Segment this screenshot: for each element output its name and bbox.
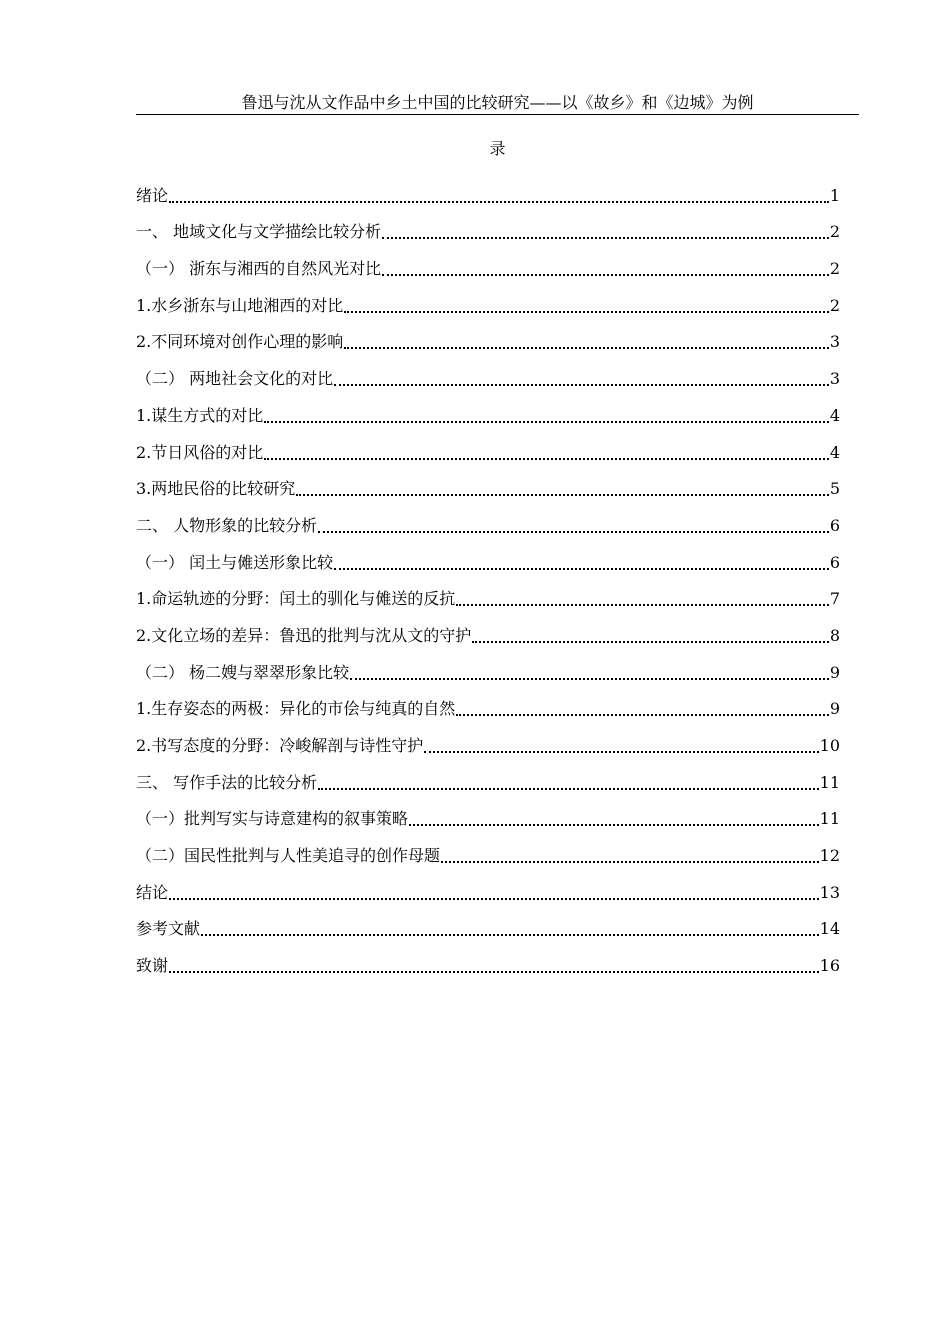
- toc-heading: 录: [489, 139, 506, 158]
- toc-entry-page: 4: [829, 405, 840, 425]
- toc-dot-leader: [409, 824, 819, 826]
- toc-entry-section-2-2[interactable]: [136, 649, 840, 686]
- toc-entry-section-3-1[interactable]: [136, 796, 840, 833]
- toc-dot-leader: [296, 494, 829, 496]
- toc-entry-page: 3: [829, 332, 840, 352]
- toc-dot-leader: [169, 201, 829, 203]
- toc-entry-references[interactable]: [136, 906, 840, 943]
- toc-entry-page: 12: [819, 846, 840, 866]
- toc-dot-leader: [382, 274, 829, 276]
- toc-dot-leader: [318, 788, 819, 790]
- toc-entry-title: 一、 地域文化与文学描绘比较分析: [136, 222, 382, 242]
- toc-entry-page: 11: [819, 772, 840, 792]
- toc-entry-title: （一）批判写实与诗意建构的叙事策略: [136, 809, 409, 829]
- toc-entry-page: 7: [829, 589, 840, 609]
- toc-dot-leader: [201, 934, 819, 936]
- toc-entry-title: （一） 浙东与湘西的自然风光对比: [136, 259, 382, 279]
- toc-entry-page: 9: [829, 699, 840, 719]
- toc-entry-title: 2.书写态度的分野：冷峻解剖与诗性守护: [136, 736, 424, 755]
- toc-entry-subsection-1-2-1[interactable]: [136, 392, 840, 429]
- toc-entry-title: （一） 闰土与傩送形象比较: [136, 552, 334, 572]
- toc-entry-title: 绪论: [136, 185, 169, 205]
- toc-dot-leader: [169, 898, 819, 900]
- toc-entry-page: 6: [829, 552, 840, 572]
- toc-dot-leader: [318, 531, 829, 533]
- toc-entry-subsection-1-1-1[interactable]: [136, 282, 840, 319]
- toc-dot-leader: [472, 641, 829, 643]
- toc-entry-chapter-2[interactable]: [136, 502, 840, 539]
- toc-entry-chapter-1[interactable]: [136, 209, 840, 246]
- toc-entry-chapter-3[interactable]: [136, 759, 840, 796]
- toc-entry-page: 13: [819, 882, 840, 902]
- toc-entry-page: 2: [829, 259, 840, 279]
- toc-entry-page: 4: [829, 442, 840, 462]
- toc-entry-subsection-2-1-2[interactable]: [136, 612, 840, 649]
- toc-dot-leader: [334, 568, 829, 570]
- toc-entry-page: 9: [829, 662, 840, 682]
- toc-dot-leader: [334, 384, 829, 386]
- toc-entry-title: 1.水乡浙东与山地湘西的对比: [136, 295, 344, 315]
- toc-dot-leader: [456, 604, 829, 606]
- toc-entry-acknowledgements[interactable]: [136, 942, 840, 979]
- toc-entry-page: 16: [819, 956, 840, 976]
- toc-entry-title: （二）国民性批判与人性美追寻的创作母题: [136, 846, 441, 866]
- toc-entry-page: 8: [829, 625, 840, 645]
- toc-entry-section-1-2[interactable]: [136, 355, 840, 392]
- toc-dot-leader: [264, 421, 829, 423]
- toc-entry-title: 三、 写作手法的比较分析: [136, 772, 318, 792]
- toc-entry-page: 2: [829, 222, 840, 242]
- toc-dot-leader: [350, 678, 829, 680]
- toc-entry-subsection-1-2-2[interactable]: [136, 429, 840, 466]
- toc-entry-title: 3.两地民俗的比较研究: [136, 479, 296, 499]
- toc-entry-section-3-2[interactable]: [136, 832, 840, 869]
- toc-dot-leader: [264, 458, 829, 460]
- toc-entry-title: （二） 杨二嫂与翠翠形象比较: [136, 662, 350, 682]
- toc-dot-leader: [424, 751, 818, 753]
- toc-entry-page: 14: [819, 919, 840, 939]
- toc-entry-title: 致谢: [136, 956, 169, 976]
- toc-entry-section-2-1[interactable]: [136, 539, 840, 576]
- toc-entry-title: 1.命运轨迹的分野：闰土的驯化与傩送的反抗: [136, 589, 456, 609]
- toc-entry-title: 1.生存姿态的两极：异化的市侩与纯真的自然: [136, 699, 456, 719]
- toc-entry-title: 结论: [136, 882, 169, 902]
- toc-dot-leader: [344, 347, 829, 349]
- running-header-title: 鲁迅与沈从文作品中乡土中国的比较研究——以《故乡》和《边城》为例: [241, 93, 754, 112]
- toc-entry-page: 2: [829, 295, 840, 315]
- toc-entry-title: 2.文化立场的差异：鲁迅的批判与沈从文的守护: [136, 625, 472, 645]
- toc-entry-page: 6: [829, 515, 840, 535]
- toc-entry-subsection-2-1-1[interactable]: [136, 576, 840, 613]
- toc-entry-title: 2.节日风俗的对比: [136, 442, 264, 462]
- toc-entry-page: 10: [819, 736, 840, 755]
- toc-entry-page: 3: [829, 369, 840, 389]
- toc-dot-leader: [441, 861, 819, 863]
- toc-entry-title: 1.谋生方式的对比: [136, 405, 264, 425]
- toc-entry-subsection-1-2-3[interactable]: [136, 466, 840, 503]
- table-of-contents: [136, 172, 840, 979]
- toc-entry-introduction[interactable]: [136, 172, 840, 209]
- toc-entry-section-1-1[interactable]: [136, 245, 840, 282]
- toc-entry-subsection-2-2-2[interactable]: [136, 722, 840, 759]
- toc-entry-conclusion[interactable]: [136, 869, 840, 906]
- toc-entry-page: 5: [829, 479, 840, 499]
- toc-entry-title: （二） 两地社会文化的对比: [136, 369, 334, 389]
- toc-dot-leader: [344, 311, 829, 313]
- toc-entry-page: 1: [829, 185, 840, 205]
- toc-entry-subsection-1-1-2[interactable]: [136, 319, 840, 356]
- toc-dot-leader: [382, 237, 829, 239]
- toc-dot-leader: [456, 714, 829, 716]
- toc-dot-leader: [169, 971, 819, 973]
- toc-entry-title: 二、 人物形象的比较分析: [136, 515, 318, 535]
- toc-entry-subsection-2-2-1[interactable]: [136, 686, 840, 723]
- toc-entry-title: 2.不同环境对创作心理的影响: [136, 332, 344, 352]
- toc-entry-title: 参考文献: [136, 919, 201, 939]
- running-header: [136, 92, 859, 115]
- toc-entry-page: 11: [819, 809, 840, 829]
